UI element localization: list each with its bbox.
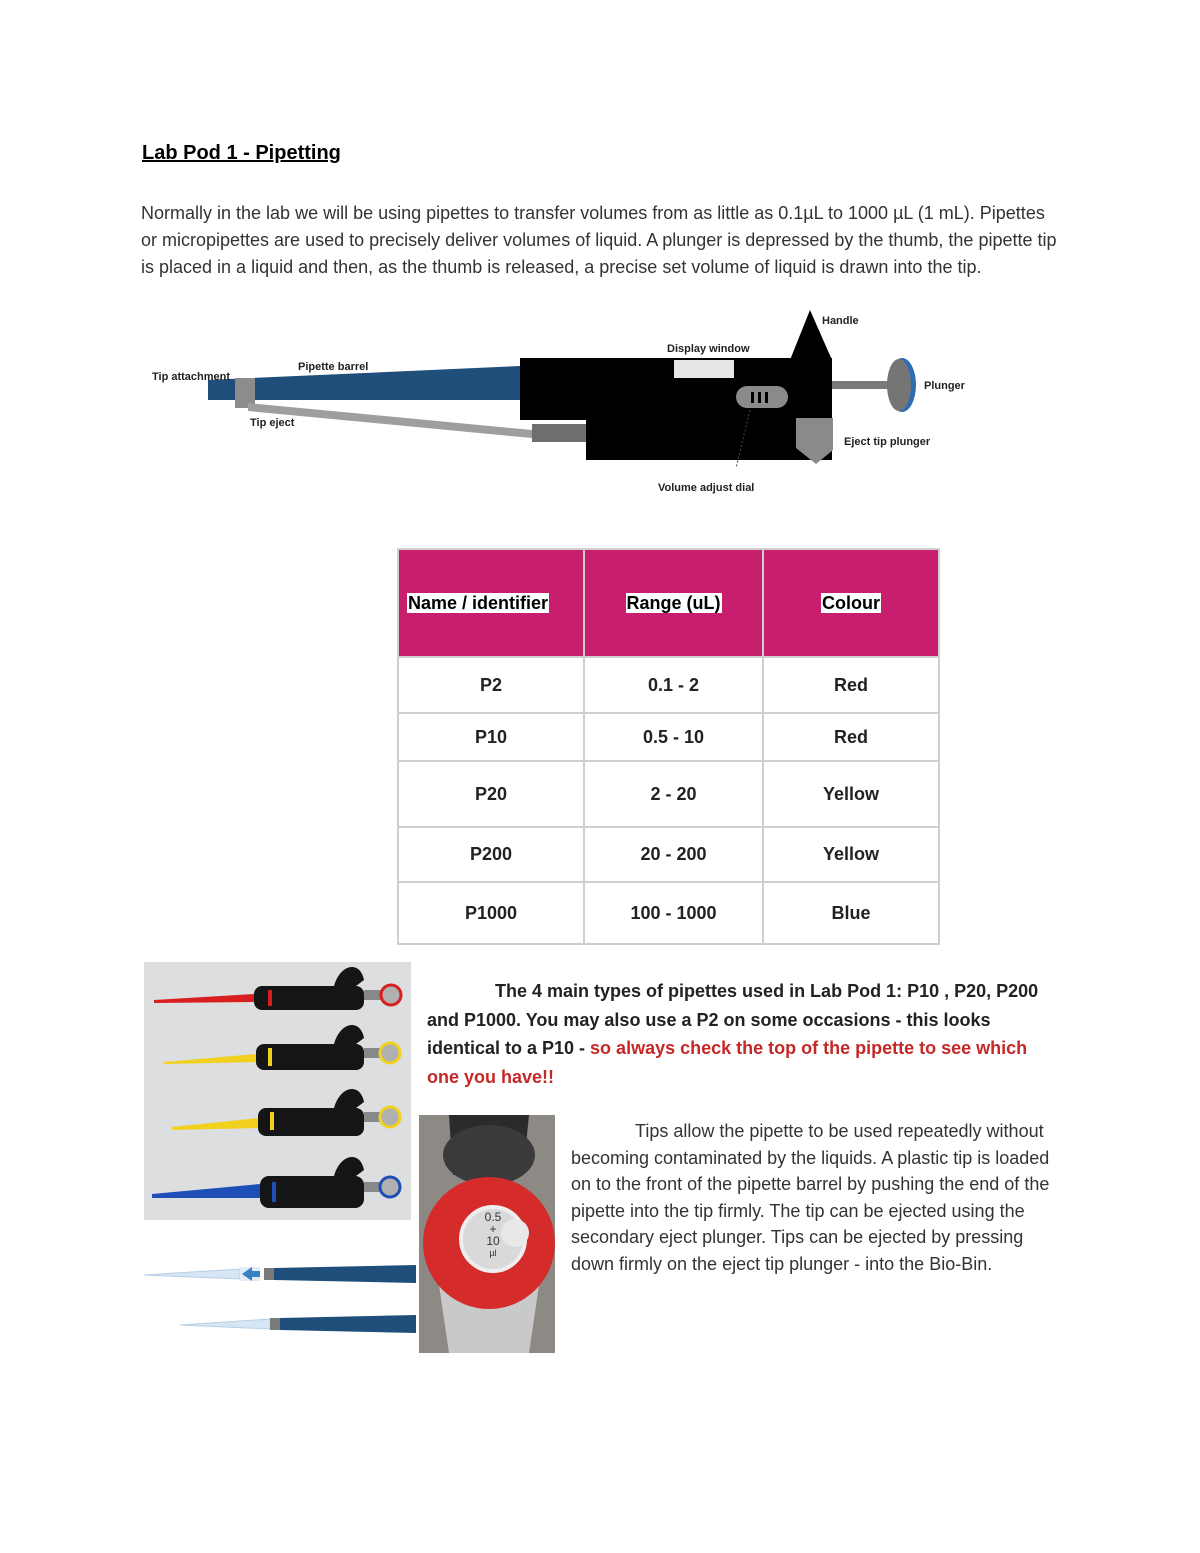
label-handle: Handle xyxy=(822,315,859,327)
dial-bottom-value: 10 xyxy=(486,1234,500,1248)
display-window-shape xyxy=(674,360,734,378)
cell-range: 100 - 1000 xyxy=(584,882,763,944)
tip-loading-diagram xyxy=(140,1255,420,1335)
tips-text-body: Tips allow the pipette to be used repeatedly without becoming contaminated by the liquids. A plastic tip is loaded on to the front of the pipette barrel by pushing the end of the pipette into the tip firmly. The tip can be ejected using the secondary eject plunger. Tips can be ejected by pressing down firmly on the eject tip plunger - into the Bio-Bin. xyxy=(571,1121,1050,1274)
cell-name: P20 xyxy=(398,761,584,827)
pipettes-photo xyxy=(144,962,411,1220)
cell-name: P1000 xyxy=(398,882,584,944)
cell-name: P200 xyxy=(398,827,584,882)
svg-text:+: + xyxy=(489,1222,497,1236)
header-range: Range (uL) xyxy=(584,549,763,657)
volume-display-photo xyxy=(419,1115,555,1353)
table-row xyxy=(398,657,939,713)
label-plunger: Plunger xyxy=(924,380,965,392)
label-tip-eject: Tip eject xyxy=(250,417,295,429)
cell-colour: Yellow xyxy=(763,761,939,827)
table-row xyxy=(398,761,939,827)
volume-dial-shape xyxy=(736,386,788,408)
cell-name: P2 xyxy=(398,657,584,713)
cell-name: P10 xyxy=(398,713,584,761)
dial-unit: µl xyxy=(489,1248,497,1258)
label-display-window: Display window xyxy=(667,343,750,355)
types-text-warning: so always check the top of the pipette to see which one you have!! xyxy=(427,1038,1028,1087)
tips-paragraph xyxy=(571,1118,1061,1277)
table-row xyxy=(398,713,939,761)
dial-top-value: 0.5 xyxy=(484,1210,502,1224)
tip-eject-sleeve xyxy=(532,424,588,442)
pipette-types-paragraph xyxy=(427,977,1057,1091)
cell-range: 20 - 200 xyxy=(584,827,763,882)
cell-colour: Yellow xyxy=(763,827,939,882)
types-text-main: The 4 main types of pipettes used in Lab Pod 1: P10 , P20, P200 and P1000. You may also use a P2 on some occasions - this looks identical to a P10 - xyxy=(427,981,1039,1058)
label-pipette-barrel: Pipette barrel xyxy=(298,361,369,373)
table-row xyxy=(398,827,939,882)
cell-range: 0.5 - 10 xyxy=(584,713,763,761)
pipette-range-table xyxy=(397,548,940,945)
plunger-cap xyxy=(887,359,911,411)
table-header-row xyxy=(398,549,939,657)
cell-colour: Red xyxy=(763,713,939,761)
header-colour: Colour xyxy=(763,549,939,657)
page-title: Lab Pod 1 - Pipetting xyxy=(142,142,341,164)
label-eject-tip-plunger: Eject tip plunger xyxy=(844,436,931,448)
header-name: Name / identifier xyxy=(398,549,584,657)
cell-range: 0.1 - 2 xyxy=(584,657,763,713)
label-tip-attachment: Tip attachment xyxy=(152,371,231,383)
cell-range: 2 - 20 xyxy=(584,761,763,827)
intro-paragraph: Normally in the lab we will be using pipettes to transfer volumes from as little as 0.1µL to 1000 µL (1 mL). Pipettes or micropipettes are used to precisely deliver volumes of liquid. A plunger is depressed by the thumb, the pipette tip is placed in a liquid and then, as the thumb is released, a precise set volume of liquid is drawn into the tip. xyxy=(141,203,1057,277)
cell-colour: Blue xyxy=(763,882,939,944)
cell-colour: Red xyxy=(763,657,939,713)
label-volume-adjust-dial: Volume adjust dial xyxy=(658,482,755,494)
table-row xyxy=(398,882,939,944)
plunger-rod xyxy=(832,381,892,389)
pipette-diagram xyxy=(140,300,980,500)
